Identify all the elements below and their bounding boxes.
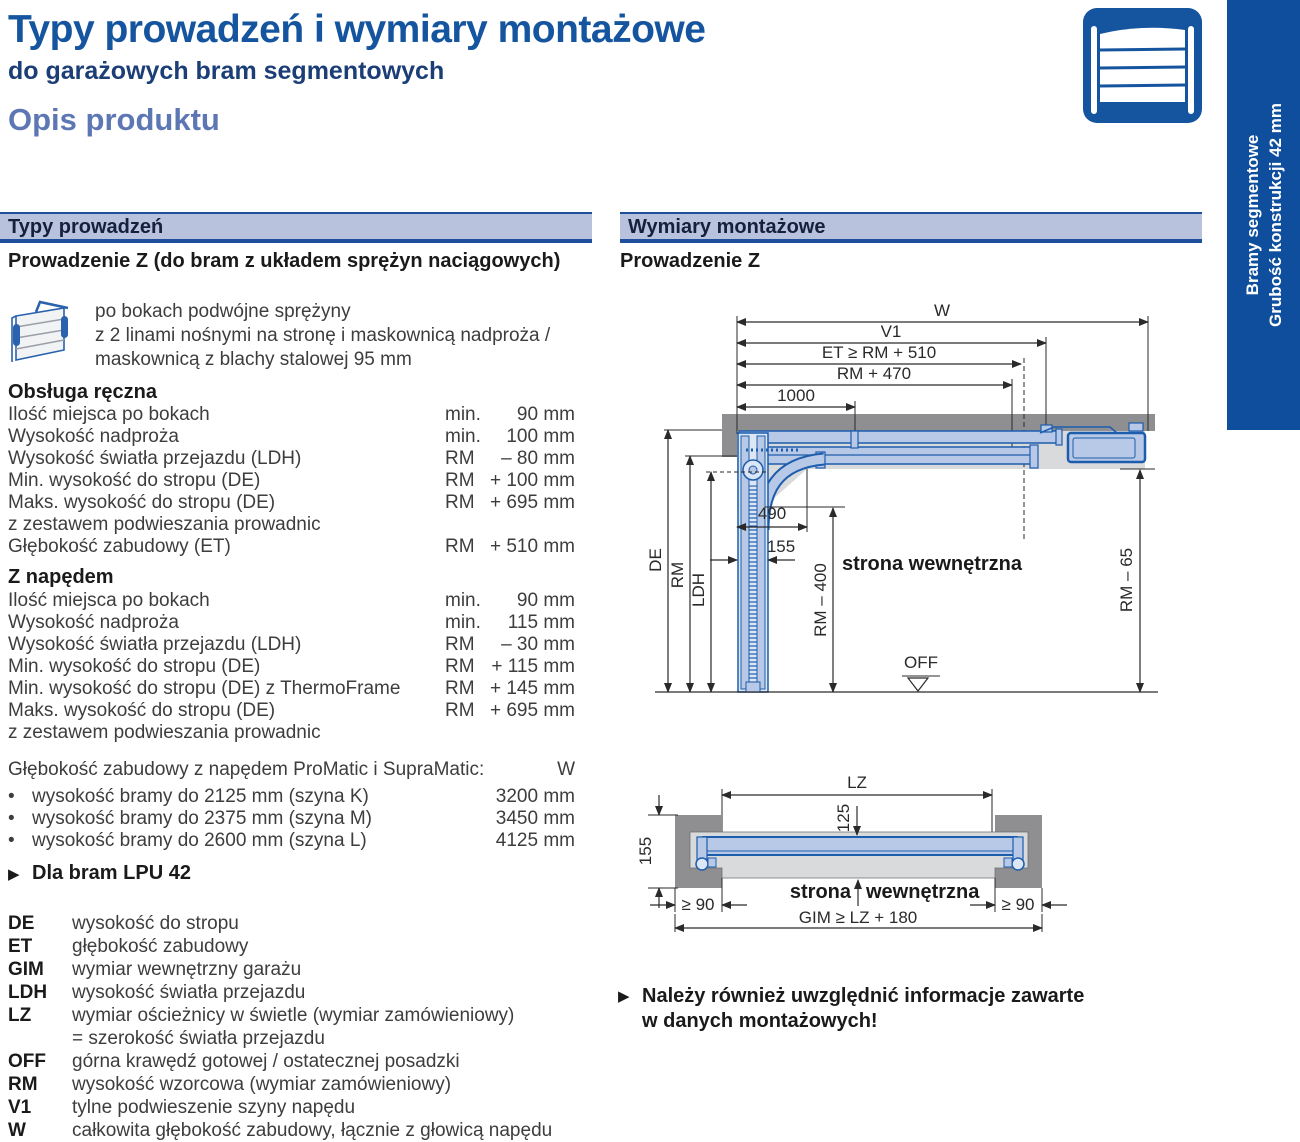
legend-abbr: DE (8, 913, 35, 934)
table-row (0, 514, 600, 536)
row-label: Min. wysokość do stropu (DE) (8, 656, 261, 677)
legend-abbr: LDH (8, 982, 48, 1003)
legend-desc: głębokość zabudowy (72, 936, 249, 957)
table-row (0, 470, 600, 492)
dim-label-155-plan: 155 (636, 836, 655, 866)
row-ref: RM (445, 536, 475, 557)
bullet-icon: • (8, 808, 15, 829)
item-value: 4125 mm (495, 830, 575, 851)
side-register-line2: Grubość konstrukcji 42 mm (1265, 103, 1285, 327)
item-label: wysokość bramy do 2375 mm (szyna M) (32, 808, 372, 829)
side-register-text (1241, 103, 1287, 327)
row-label: Wysokość światła przejazdu (LDH) (8, 448, 302, 469)
row-ref: RM (445, 448, 475, 469)
applies-note-text: Dla bram LPU 42 (32, 862, 191, 884)
dim-label-rm470: RM + 470 (836, 364, 912, 383)
applies-note (8, 861, 191, 886)
list-item (0, 830, 600, 852)
row-label: Wysokość światła przejazdu (LDH) (8, 634, 302, 655)
table-row (0, 634, 600, 656)
row-ref: min. (445, 426, 481, 447)
dim-label-et: ET ≥ RM + 510 (821, 343, 937, 362)
row-ref: RM (445, 492, 475, 513)
sectional-door-icon (1083, 8, 1202, 123)
row-ref: RM (445, 656, 475, 677)
row-value: + 100 mm (489, 470, 575, 491)
dim-label-490: 490 (757, 504, 787, 523)
row-value: 90 mm (516, 404, 575, 425)
legend-desc: górna krawędź gotowej / ostatecznej posadzki (72, 1051, 460, 1072)
table-row (0, 590, 600, 612)
page-title: Typy prowadzeń i wymiary montażowe (8, 8, 706, 51)
drive-depth-col-header: W (557, 759, 575, 780)
row-label: Min. wysokość do stropu (DE) z ThermoFrame (8, 678, 401, 699)
dim-label-rm: RM (668, 561, 687, 589)
pointer-triangle-icon: ▶ (8, 866, 20, 883)
row-ref: RM (445, 678, 475, 699)
table-row (0, 404, 600, 426)
legend-desc: wysokość wzorcowa (wymiar zamówieniowy) (72, 1074, 452, 1095)
table-row (0, 678, 600, 700)
bullet-icon: • (8, 830, 15, 851)
legend-abbr: W (8, 1120, 26, 1141)
row-label: Wysokość nadproża (8, 426, 179, 447)
inner-side-label-1: strona (789, 881, 851, 903)
plan-section-drawing (636, 773, 1067, 932)
table-row (0, 536, 600, 558)
list-item (0, 786, 600, 808)
table-row (0, 448, 600, 470)
row-label: Wysokość nadproża (8, 612, 179, 633)
legend-abbr: LZ (8, 1005, 32, 1026)
row-label: Min. wysokość do stropu (DE) (8, 470, 261, 491)
row-ref: min. (445, 612, 481, 633)
row-ref: RM (445, 700, 475, 721)
note-line1: Należy również uwzględnić informacje zawarte (642, 985, 1085, 1007)
dim-label-de: DE (646, 548, 665, 572)
row-label: z zestawem podwieszania prowadnic (8, 514, 321, 535)
row-ref: min. (445, 404, 481, 425)
mounting-drawings (612, 270, 1225, 975)
dim-label-lz: LZ (847, 773, 867, 792)
dim-label-rm65: RM – 65 (1117, 547, 1136, 613)
table-row (0, 656, 600, 678)
row-value: – 30 mm (501, 634, 575, 655)
row-label: Maks. wysokość do stropu (DE) (8, 700, 276, 721)
dim-label-ldh: LDH (689, 572, 708, 608)
row-ref: min. (445, 590, 481, 611)
note-line2: w danych montażowych! (642, 1010, 878, 1032)
section-title: Opis produktu (8, 102, 220, 137)
section-bar-track-types: Typy prowadzeń (0, 212, 592, 243)
table-row (0, 612, 600, 634)
row-label: z zestawem podwieszania prowadnic (8, 722, 321, 743)
table-row (0, 722, 600, 744)
mounting-z-subheader: Prowadzenie Z (620, 250, 761, 272)
inner-side-label: strona wewnętrzna (841, 553, 1023, 575)
row-value: 115 mm (507, 612, 575, 633)
dim-label-90-left: ≥ 90 (681, 895, 715, 914)
track-z-description-line3: maskownicą z blachy stalowej 95 mm (95, 349, 412, 370)
dim-label-rm400: RM – 400 (811, 563, 830, 637)
row-label: Ilość miejsca po bokach (8, 404, 210, 425)
item-value: 3200 mm (495, 786, 575, 807)
dim-label-125: 125 (834, 803, 853, 833)
legend-desc: tylne podwieszenie szyny napędu (72, 1097, 356, 1118)
table-row (0, 700, 600, 722)
side-register-tab (1227, 0, 1300, 430)
floor-level-label: OFF (904, 653, 938, 672)
row-value: + 695 mm (489, 492, 575, 513)
section-bar-mounting-dimensions: Wymiary montażowe (620, 212, 1202, 243)
legend-desc: całkowita głębokość zabudowy, łącznie z głowicą napędu (72, 1120, 553, 1141)
row-value: – 80 mm (501, 448, 575, 469)
drive-depth-header (0, 759, 600, 781)
legend-desc: wysokość światła przejazdu (72, 982, 306, 1003)
legend-abbr: OFF (8, 1051, 46, 1072)
dim-label-v1: V1 (880, 322, 902, 341)
item-value: 3450 mm (495, 808, 575, 829)
table-row (0, 426, 600, 448)
legend-abbr: V1 (8, 1097, 32, 1118)
dim-label-155-top: 155 (766, 537, 796, 556)
row-label: Głębokość zabudowy (ET) (8, 536, 231, 557)
row-label: Maks. wysokość do stropu (DE) (8, 492, 276, 513)
track-z-subheader: Prowadzenie Z (do bram z układem sprężyn naciągowych) (8, 250, 561, 272)
row-label: Ilość miejsca po bokach (8, 590, 210, 611)
row-value: 90 mm (516, 590, 575, 611)
dim-label-w: W (933, 301, 951, 320)
dim-label-90-right: ≥ 90 (1001, 895, 1035, 914)
table-row (0, 492, 600, 514)
drive-depth-intro: Głębokość zabudowy z napędem ProMatic i SupraMatic: (8, 759, 485, 780)
track-z-description (95, 300, 550, 372)
row-ref: RM (445, 470, 475, 491)
track-z-description-line2: z 2 linami nośnymi na stronę i maskownicą nadproża / (95, 325, 551, 346)
legend-abbr: RM (8, 1074, 38, 1095)
powered-table-title: Z napędem (8, 566, 114, 588)
row-value: + 510 mm (489, 536, 575, 557)
dim-label-1000: 1000 (777, 386, 815, 405)
inner-side-label-2: wewnętrzna (866, 881, 980, 903)
legend-desc: wysokość do stropu (72, 913, 239, 934)
side-section-drawing (646, 301, 1158, 692)
track-z-description-line1: po bokach podwójne sprężyny (95, 301, 351, 322)
pointer-triangle-icon: ▶ (618, 988, 630, 1005)
legend-desc: = szerokość światła przejazdu (72, 1028, 325, 1049)
row-value: + 145 mm (489, 678, 575, 699)
floor-level-symbol (902, 676, 940, 691)
door-schematic-icon (6, 294, 86, 364)
row-value: + 695 mm (489, 700, 575, 721)
list-item (0, 808, 600, 830)
item-label: wysokość bramy do 2125 mm (szyna K) (32, 786, 369, 807)
side-register-line1: Bramy segmentowe (1242, 134, 1262, 296)
dim-label-gim: GIM ≥ LZ + 180 (798, 908, 918, 927)
row-ref: RM (445, 634, 475, 655)
manual-table-title: Obsługa ręczna (8, 381, 157, 403)
row-value: + 115 mm (491, 656, 575, 677)
item-label: wysokość bramy do 2600 mm (szyna L) (32, 830, 367, 851)
bullet-icon: • (8, 786, 15, 807)
mounting-data-note (618, 984, 1084, 1034)
legend-abbr: GIM (8, 959, 44, 980)
row-value: 100 mm (506, 426, 575, 447)
legend-abbr: ET (8, 936, 33, 957)
legend-desc: wymiar ościeżnicy w świetle (wymiar zamówieniowy) (72, 1005, 515, 1026)
page-subtitle: do garażowych bram segmentowych (8, 57, 445, 85)
legend-desc: wymiar wewnętrzny garażu (72, 959, 302, 980)
